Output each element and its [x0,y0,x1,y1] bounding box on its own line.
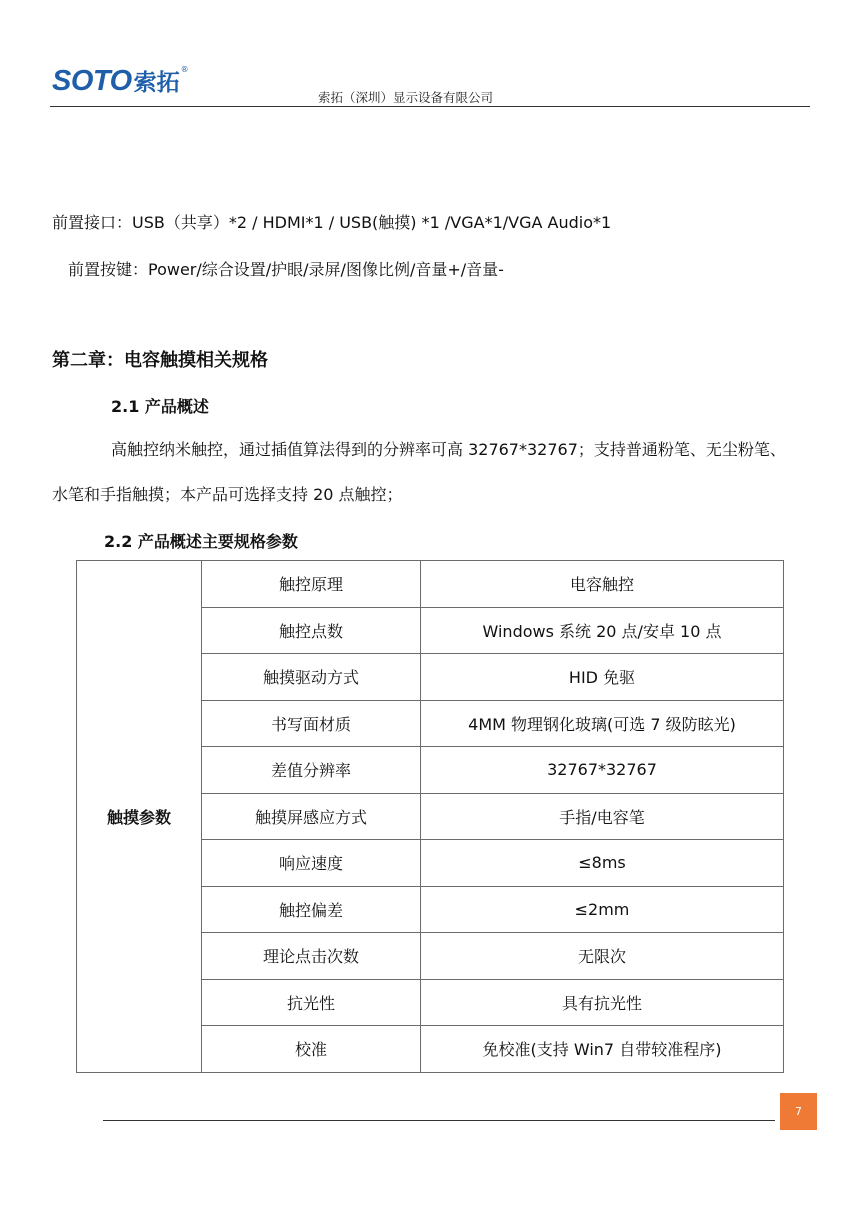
param-name-cell: 触控原理 [202,561,421,608]
table-row [77,561,784,608]
front-buttons-text: 前置按键：Power/综合设置/护眼/录屏/图像比例/音量+/音量- [68,260,504,279]
param-name-cell: 触摸驱动方式 [202,654,421,701]
param-value-cell: 免校准(支持 Win7 自带较准程序) [421,1026,784,1073]
section-2-title: 2.2 产品概述主要规格参数 [104,532,298,551]
param-value-cell: 具有抗光性 [421,979,784,1026]
param-name-cell: 触控点数 [202,607,421,654]
section-1-title: 2.1 产品概述 [111,397,209,416]
param-name-cell: 触摸屏感应方式 [202,793,421,840]
group-label-cell: 触摸参数 [77,561,202,1073]
param-name-cell: 触控偏差 [202,886,421,933]
param-value-cell: HID 免驱 [421,654,784,701]
param-value-cell: 4MM 物理钢化玻璃(可选 7 级防眩光) [421,700,784,747]
logo-cjk-text: 索拓 [133,70,180,96]
param-value-cell: 32767*32767 [421,747,784,794]
param-name-cell: 抗光性 [202,979,421,1026]
company-logo [52,64,189,98]
registered-mark: ® [180,65,189,74]
touch-spec-table [76,560,784,1073]
page-number-badge: 7 [780,1093,817,1130]
section-1-paragraph-line-1: 高触控纳米触控，通过插值算法得到的分辨率可高 32767*32767；支持普通粉笔、无尘粉笔、 [111,440,786,459]
company-name: 索拓（深圳）显示设备有限公司 [318,90,494,105]
param-name-cell: 书写面材质 [202,700,421,747]
section-1-paragraph-line-2: 水笔和手指触摸；本产品可选择支持 20 点触控； [52,485,403,504]
param-value-cell: ≤2mm [421,886,784,933]
param-name-cell: 理论点击次数 [202,933,421,980]
footer-divider [103,1120,775,1121]
param-value-cell: 手指/电容笔 [421,793,784,840]
param-value-cell: 电容触控 [421,561,784,608]
front-ports-text: 前置接口：USB（共享）*2 / HDMI*1 / USB(触摸) *1 /VGA*1/VGA Audio*1 [52,213,612,232]
logo-latin-text: SOTO [52,65,132,97]
param-value-cell: Windows 系统 20 点/安卓 10 点 [421,607,784,654]
param-name-cell: 校准 [202,1026,421,1073]
chapter-title: 第二章：电容触摸相关规格 [52,350,268,371]
param-value-cell: ≤8ms [421,840,784,887]
param-name-cell: 差值分辨率 [202,747,421,794]
header-divider [50,106,810,107]
param-value-cell: 无限次 [421,933,784,980]
param-name-cell: 响应速度 [202,840,421,887]
